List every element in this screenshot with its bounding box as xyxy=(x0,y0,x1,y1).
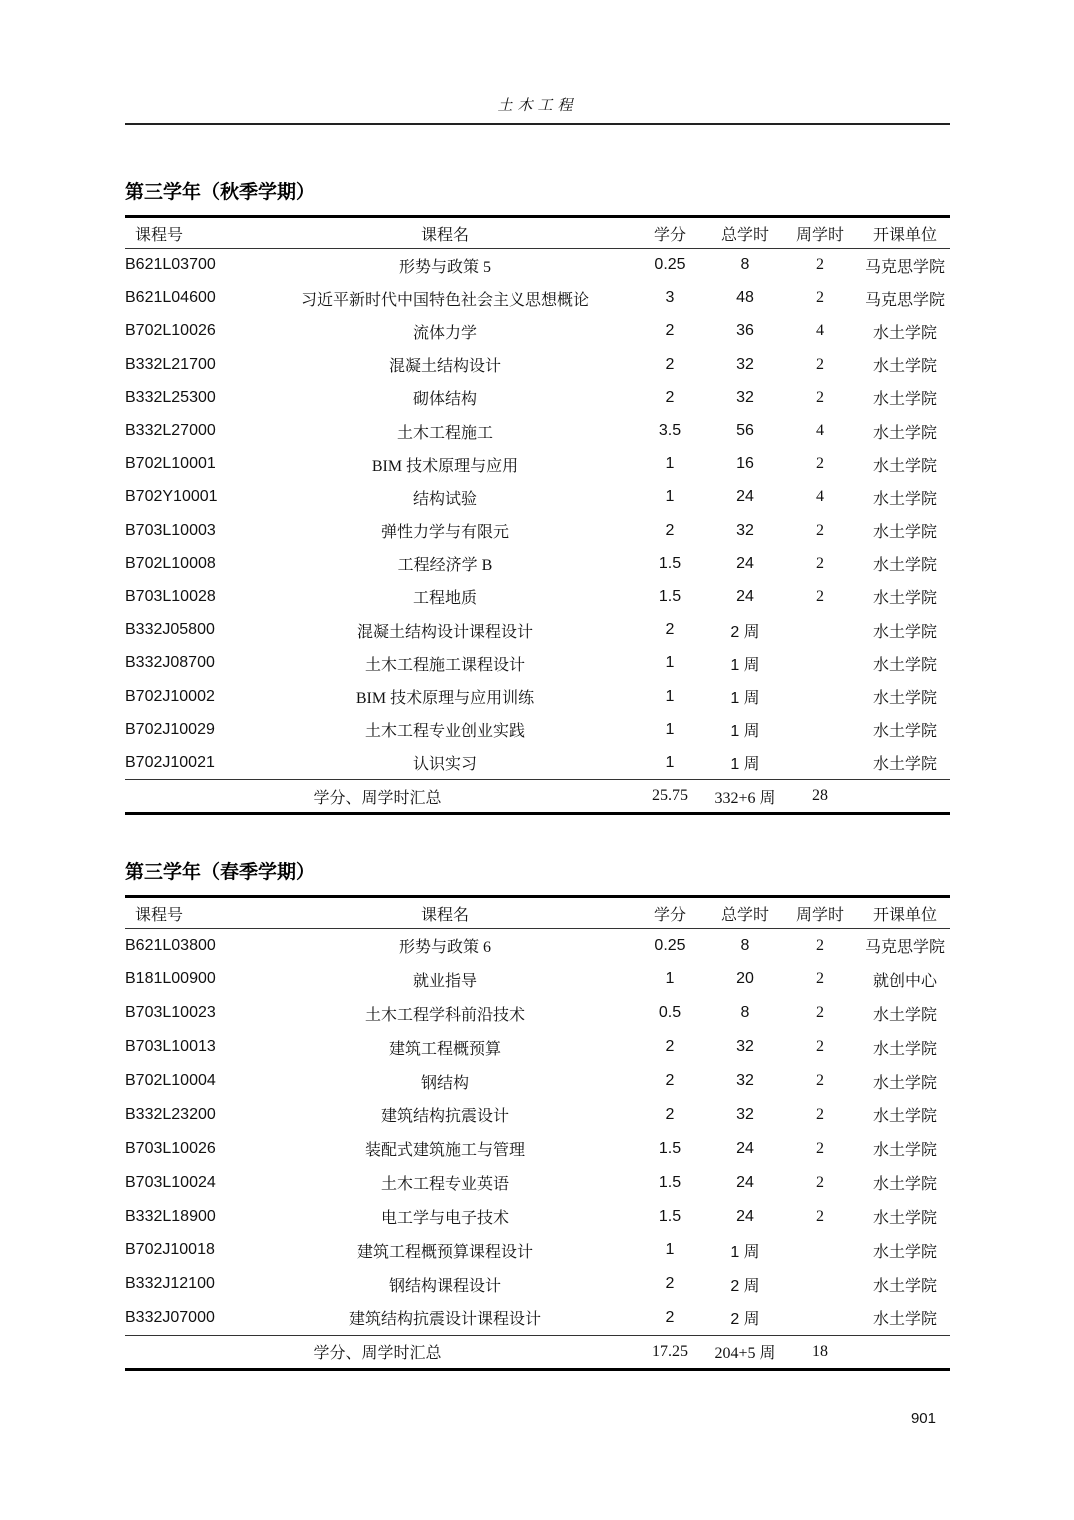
total-hours-cell: 8 xyxy=(740,256,750,274)
credits-cell: 3 xyxy=(665,289,675,307)
offering-unit-cell: 水土学院 xyxy=(872,457,937,475)
offering-unit-cell: 水土学院 xyxy=(872,1176,937,1194)
course-name-cell: 土木工程学科前沿技术 xyxy=(364,1006,525,1024)
col-header-total-hours: 总学时 xyxy=(720,906,769,924)
course-row xyxy=(125,1030,950,1064)
credits-cell: 1.5 xyxy=(658,587,682,605)
col-header-total-hours: 总学时 xyxy=(720,226,769,244)
course-row xyxy=(125,929,950,963)
course-name-cell: 土木工程施工课程设计 xyxy=(364,656,525,674)
running-header xyxy=(125,96,950,125)
credits-cell: 1 xyxy=(665,753,675,771)
course-code-cell: B702L10001 xyxy=(125,455,216,473)
course-name-cell: 流体力学 xyxy=(412,324,477,342)
course-row xyxy=(125,1064,950,1098)
total-hours-cell: 24 xyxy=(736,587,754,605)
course-code-cell: B702J10018 xyxy=(125,1241,215,1259)
total-hours-cell: 32 xyxy=(736,355,754,373)
col-header-credits: 学分 xyxy=(653,226,686,244)
credits-cell: 2 xyxy=(665,1105,675,1123)
weekly-hours-cell: 2 xyxy=(816,289,824,307)
offering-unit-cell: 水土学院 xyxy=(872,756,937,774)
offering-unit-cell: 水土学院 xyxy=(872,1243,937,1261)
total-hours-cell: 24 xyxy=(736,554,754,572)
course-row xyxy=(125,1166,950,1200)
course-row xyxy=(125,481,950,514)
weekly-hours-cell: 2 xyxy=(816,1139,824,1157)
course-code-cell: B332L27000 xyxy=(125,422,216,440)
credits-cell: 3.5 xyxy=(658,422,682,440)
course-code-cell: B332L23200 xyxy=(125,1105,216,1123)
credits-cell: 1 xyxy=(665,488,675,506)
table-header-row xyxy=(125,217,950,249)
weekly-hours-cell xyxy=(780,1301,860,1335)
credits-cell: 1.5 xyxy=(658,1207,682,1225)
course-code-cell: B703L10026 xyxy=(125,1139,216,1157)
course-row xyxy=(125,1098,950,1132)
course-name-cell: 土木工程施工 xyxy=(396,424,493,442)
weekly-hours-cell: 2 xyxy=(816,1038,824,1056)
credits-cell: 2 xyxy=(665,1072,675,1089)
credits-cell: 1.5 xyxy=(658,1173,682,1191)
offering-unit-cell: 水土学院 xyxy=(872,656,937,674)
offering-unit-cell: 水土学院 xyxy=(872,1311,937,1329)
summary-row xyxy=(125,1335,950,1369)
offering-unit-cell: 水土学院 xyxy=(872,1074,937,1092)
course-name-cell: 混凝土结构设计课程设计 xyxy=(356,623,533,641)
offering-unit-cell: 水土学院 xyxy=(872,557,937,575)
offering-unit-cell: 马克思学院 xyxy=(864,939,945,957)
course-name-cell: 建筑结构抗震设计 xyxy=(380,1108,509,1126)
weekly-hours-cell xyxy=(780,713,860,746)
total-hours-cell: 20 xyxy=(736,970,754,988)
offering-unit-cell: 水土学院 xyxy=(872,590,937,608)
weekly-hours-cell xyxy=(780,680,860,713)
total-hours-cell: 24 xyxy=(736,1173,754,1191)
weekly-hours-cell xyxy=(780,746,860,779)
course-name-cell: 电工学与电子技术 xyxy=(380,1210,509,1228)
course-code-cell: B702L10008 xyxy=(125,554,216,572)
total-hours-cell: 24 xyxy=(736,1139,754,1157)
section-spring-semester xyxy=(125,861,950,1371)
page-number: 901 xyxy=(910,1410,936,1427)
col-header-weekly-hours: 周学时 xyxy=(795,906,844,924)
credits-cell: 0.25 xyxy=(654,936,686,954)
course-code-cell: B702L10004 xyxy=(125,1072,216,1089)
course-row xyxy=(125,1200,950,1234)
credits-cell: 1 xyxy=(665,654,675,672)
summary-unit-empty xyxy=(860,1335,950,1369)
credits-cell: 2 xyxy=(665,1275,675,1293)
total-hours-cell: 1 周 xyxy=(730,1243,760,1261)
col-header-credits: 学分 xyxy=(653,906,686,924)
total-hours-cell: 1 周 xyxy=(730,656,760,674)
course-code-cell: B332L21700 xyxy=(125,355,216,373)
course-name-cell: BIM 技术原理与应用 xyxy=(371,457,519,475)
total-hours-cell: 24 xyxy=(736,1207,754,1225)
col-header-course-code: 课程号 xyxy=(135,906,184,924)
summary-total-hours: 332+6 周 xyxy=(714,789,776,807)
total-hours-cell: 32 xyxy=(736,1072,754,1089)
weekly-hours-cell xyxy=(780,647,860,680)
weekly-hours-cell: 2 xyxy=(816,1105,824,1123)
offering-unit-cell: 水土学院 xyxy=(872,690,937,708)
course-table-spring xyxy=(125,895,950,1371)
total-hours-cell: 1 周 xyxy=(730,690,760,708)
course-name-cell: 砌体结构 xyxy=(412,391,477,409)
course-code-cell: B702L10026 xyxy=(125,322,216,340)
credits-cell: 1 xyxy=(665,970,675,988)
total-hours-cell: 2 周 xyxy=(730,623,760,641)
table-header-row xyxy=(125,897,950,929)
credits-cell: 2 xyxy=(665,355,675,373)
course-name-cell: 弹性力学与有限元 xyxy=(380,524,509,542)
summary-total-hours: 204+5 周 xyxy=(714,1345,776,1363)
offering-unit-cell: 马克思学院 xyxy=(864,258,945,276)
course-code-cell: B703L10028 xyxy=(125,587,216,605)
total-hours-cell: 32 xyxy=(736,1105,754,1123)
col-header-offering-unit: 开课单位 xyxy=(872,906,937,924)
course-name-cell: 形势与政策 6 xyxy=(398,939,491,957)
credits-cell: 2 xyxy=(665,322,675,340)
course-name-cell: 形势与政策 5 xyxy=(398,258,491,276)
offering-unit-cell: 水土学院 xyxy=(872,391,937,409)
summary-weekly-hours: 28 xyxy=(812,787,828,804)
total-hours-cell: 1 周 xyxy=(730,756,760,774)
weekly-hours-cell: 4 xyxy=(816,488,824,506)
course-name-cell: 建筑结构抗震设计课程设计 xyxy=(348,1311,541,1329)
course-row xyxy=(125,1132,950,1166)
course-code-cell: B332J07000 xyxy=(125,1308,215,1326)
credits-cell: 2 xyxy=(665,1308,675,1326)
summary-weekly-hours: 18 xyxy=(812,1342,828,1360)
offering-unit-cell: 水土学院 xyxy=(872,623,937,641)
course-name-cell: 土木工程专业英语 xyxy=(380,1176,509,1194)
course-row xyxy=(125,996,950,1030)
course-code-cell: B702J10021 xyxy=(125,753,215,771)
total-hours-cell: 2 周 xyxy=(730,1277,760,1295)
credits-cell: 1 xyxy=(665,455,675,473)
course-row xyxy=(125,580,950,613)
course-row xyxy=(125,249,950,282)
course-row xyxy=(125,414,950,447)
course-row xyxy=(125,1234,950,1268)
course-row xyxy=(125,514,950,547)
course-code-cell: B332J12100 xyxy=(125,1275,215,1293)
credits-cell: 1 xyxy=(665,720,675,738)
weekly-hours-cell: 4 xyxy=(816,322,824,340)
weekly-hours-cell: 2 xyxy=(816,1072,824,1089)
course-name-cell: 土木工程专业创业实践 xyxy=(364,723,525,741)
summary-row xyxy=(125,780,950,814)
course-row xyxy=(125,547,950,580)
summary-credits: 25.75 xyxy=(652,787,688,804)
credits-cell: 2 xyxy=(665,1038,675,1056)
course-row xyxy=(125,713,950,746)
course-code-cell: B703L10013 xyxy=(125,1038,216,1056)
col-header-offering-unit: 开课单位 xyxy=(872,226,937,244)
weekly-hours-cell: 2 xyxy=(816,554,824,572)
course-code-cell: B702J10002 xyxy=(125,687,215,705)
col-header-course-name: 课程名 xyxy=(420,906,469,924)
weekly-hours-cell: 2 xyxy=(816,388,824,406)
weekly-hours-cell: 2 xyxy=(816,587,824,605)
credits-cell: 1.5 xyxy=(658,1139,682,1157)
course-name-cell: 就业指导 xyxy=(412,972,477,990)
course-table-body xyxy=(125,929,950,1336)
course-row xyxy=(125,448,950,481)
course-name-cell: 习近平新时代中国特色社会主义思想概论 xyxy=(300,291,589,309)
section-title: 第三学年（春季学期） xyxy=(125,862,316,883)
offering-unit-cell: 水土学院 xyxy=(872,490,937,508)
col-header-weekly-hours: 周学时 xyxy=(795,226,844,244)
course-name-cell: 工程地质 xyxy=(412,590,477,608)
weekly-hours-cell xyxy=(780,1234,860,1268)
offering-unit-cell: 水土学院 xyxy=(872,1142,937,1160)
course-code-cell: B702Y10001 xyxy=(125,488,218,506)
offering-unit-cell: 水土学院 xyxy=(872,1108,937,1126)
weekly-hours-cell: 2 xyxy=(816,521,824,539)
summary-label: 学分、周学时汇总 xyxy=(313,789,442,807)
course-code-cell: B703L10023 xyxy=(125,1004,216,1022)
course-name-cell: 装配式建筑施工与管理 xyxy=(364,1142,525,1160)
weekly-hours-cell xyxy=(780,614,860,647)
course-row xyxy=(125,381,950,414)
course-code-cell: B332J05800 xyxy=(125,621,215,639)
credits-cell: 1 xyxy=(665,687,675,705)
course-code-cell: B703L10003 xyxy=(125,521,216,539)
offering-unit-cell: 水土学院 xyxy=(872,723,937,741)
total-hours-cell: 36 xyxy=(736,322,754,340)
offering-unit-cell: 就创中心 xyxy=(872,972,937,990)
page-content xyxy=(125,96,950,1371)
course-name-cell: 建筑工程概预算 xyxy=(388,1040,501,1058)
offering-unit-cell: 马克思学院 xyxy=(864,291,945,309)
col-header-course-name: 课程名 xyxy=(420,226,469,244)
course-code-cell: B332L25300 xyxy=(125,388,216,406)
course-code-cell: B703L10024 xyxy=(125,1173,216,1191)
course-row xyxy=(125,680,950,713)
course-row xyxy=(125,1301,950,1335)
weekly-hours-cell: 2 xyxy=(816,1173,824,1191)
course-name-cell: 钢结构 xyxy=(420,1074,469,1092)
course-row xyxy=(125,315,950,348)
course-code-cell: B621L04600 xyxy=(125,289,216,307)
course-name-cell: 钢结构课程设计 xyxy=(388,1277,501,1295)
total-hours-cell: 32 xyxy=(736,521,754,539)
weekly-hours-cell xyxy=(780,1267,860,1301)
course-table-body xyxy=(125,249,950,780)
weekly-hours-cell: 2 xyxy=(816,970,824,988)
offering-unit-cell: 水土学院 xyxy=(872,424,937,442)
credits-cell: 0.5 xyxy=(658,1004,682,1022)
section-fall-semester xyxy=(125,181,950,815)
course-code-cell: B621L03700 xyxy=(125,256,216,274)
offering-unit-cell: 水土学院 xyxy=(872,1210,937,1228)
offering-unit-cell: 水土学院 xyxy=(872,524,937,542)
course-row xyxy=(125,647,950,680)
course-row xyxy=(125,1267,950,1301)
summary-credits: 17.25 xyxy=(652,1342,688,1360)
course-code-cell: B702J10029 xyxy=(125,720,215,738)
course-name-cell: 认识实习 xyxy=(412,756,477,774)
weekly-hours-cell: 2 xyxy=(816,936,824,954)
course-row xyxy=(125,962,950,996)
total-hours-cell: 1 周 xyxy=(730,723,760,741)
offering-unit-cell: 水土学院 xyxy=(872,324,937,342)
total-hours-cell: 16 xyxy=(736,455,754,473)
total-hours-cell: 8 xyxy=(740,1004,750,1022)
course-row xyxy=(125,746,950,779)
summary-unit-empty xyxy=(860,780,950,814)
course-code-cell: B332L18900 xyxy=(125,1207,216,1225)
col-header-course-code: 课程号 xyxy=(135,226,184,244)
course-name-cell: 结构试验 xyxy=(412,490,477,508)
credits-cell: 2 xyxy=(665,521,675,539)
weekly-hours-cell: 4 xyxy=(816,422,824,440)
offering-unit-cell: 水土学院 xyxy=(872,358,937,376)
course-name-cell: 工程经济学 B xyxy=(397,557,493,575)
offering-unit-cell: 水土学院 xyxy=(872,1277,937,1295)
course-table-fall xyxy=(125,215,950,815)
offering-unit-cell: 水土学院 xyxy=(872,1040,937,1058)
weekly-hours-cell: 2 xyxy=(816,1207,824,1225)
course-name-cell: 混凝土结构设计 xyxy=(388,358,501,376)
course-row xyxy=(125,282,950,315)
total-hours-cell: 32 xyxy=(736,388,754,406)
running-title: 土木工程 xyxy=(497,98,578,114)
course-code-cell: B181L00900 xyxy=(125,970,216,988)
credits-cell: 1.5 xyxy=(658,554,682,572)
course-row xyxy=(125,614,950,647)
total-hours-cell: 56 xyxy=(736,422,754,440)
total-hours-cell: 2 周 xyxy=(730,1311,760,1329)
weekly-hours-cell: 2 xyxy=(816,1004,824,1022)
total-hours-cell: 8 xyxy=(740,936,750,954)
total-hours-cell: 24 xyxy=(736,488,754,506)
course-row xyxy=(125,348,950,381)
credits-cell: 0.25 xyxy=(654,256,686,274)
offering-unit-cell: 水土学院 xyxy=(872,1006,937,1024)
section-title: 第三学年（秋季学期） xyxy=(125,182,316,203)
course-name-cell: 建筑工程概预算课程设计 xyxy=(356,1243,533,1261)
course-code-cell: B332J08700 xyxy=(125,654,215,672)
weekly-hours-cell: 2 xyxy=(816,455,824,473)
weekly-hours-cell: 2 xyxy=(816,256,824,274)
weekly-hours-cell: 2 xyxy=(816,355,824,373)
credits-cell: 1 xyxy=(665,1241,675,1259)
credits-cell: 2 xyxy=(665,621,675,639)
course-code-cell: B621L03800 xyxy=(125,936,216,954)
course-name-cell: BIM 技术原理与应用训练 xyxy=(355,690,535,708)
summary-label: 学分、周学时汇总 xyxy=(313,1345,442,1363)
total-hours-cell: 48 xyxy=(736,289,754,307)
credits-cell: 2 xyxy=(665,388,675,406)
total-hours-cell: 32 xyxy=(736,1038,754,1056)
